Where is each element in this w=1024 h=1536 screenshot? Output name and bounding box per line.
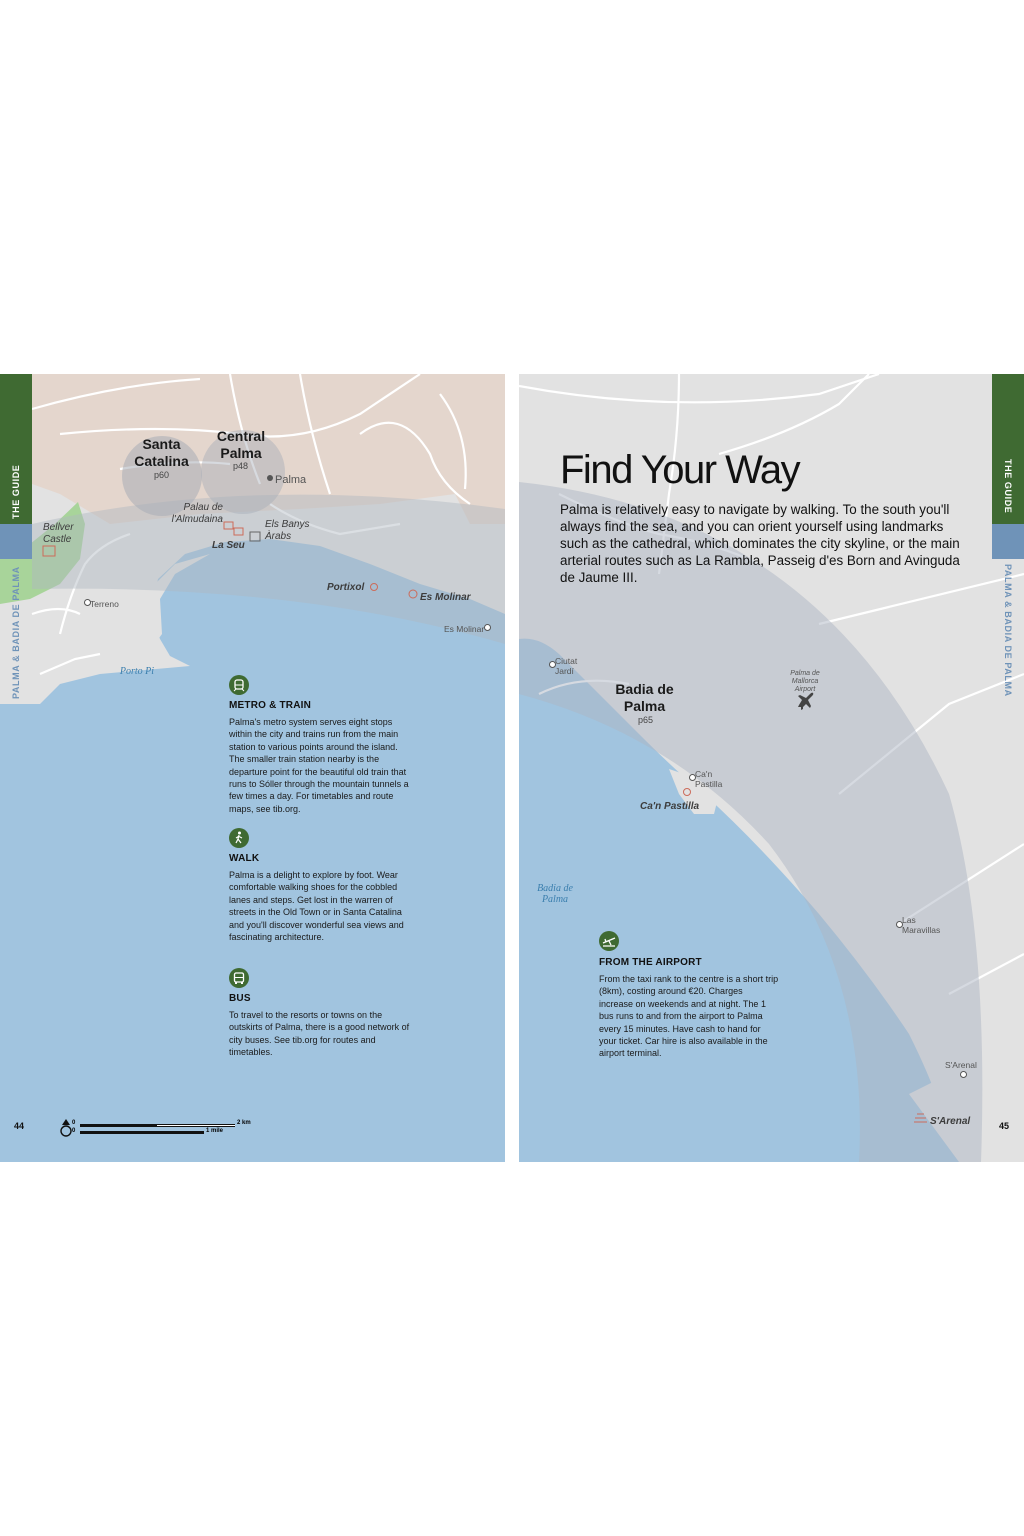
area-badia-de-palma[interactable]: Badia de Palma (615, 681, 674, 714)
bus-icon (229, 968, 249, 988)
section-tab[interactable] (0, 524, 32, 559)
place-es-molinar: Es Molinar (420, 592, 471, 603)
walk-title: WALK (229, 853, 260, 864)
place-portixol: Portixol (327, 582, 365, 593)
place-airport: Palma de Mallorca Airport (790, 670, 820, 693)
es-molinar-marker (484, 624, 491, 631)
water-porto-pi: Porto Pi (119, 666, 155, 677)
bus-title: BUS (229, 993, 251, 1004)
book-spread (0, 374, 1024, 1162)
right-page (519, 374, 1024, 1162)
scale-bar-km-half (157, 1124, 235, 1127)
metro-train-title: METRO & TRAIN (229, 700, 312, 711)
metro-train-body: Palma's metro system serves eight stops within the city and trains run from the main station to various points around the island. The smaller train station nearby is the departure point for the beautiful old train that runs to Sóller through the mountain tunnels a few times a day. For timetables and route maps, see tib.org. (229, 717, 409, 814)
scale-km-label: 2 km (237, 1120, 251, 1126)
area-central-palma-page: p48 (232, 461, 249, 471)
guide-tab-label: THE GUIDE (11, 464, 21, 519)
place-ciutat-jardi: Ciutat Jardí (555, 656, 578, 676)
section-tab-right-label: PALMA & BADIA DE PALMA (1003, 564, 1013, 697)
airport-body: From the taxi rank to the centre is a short trip (8km), costing around €20. Charges increase on weekends and at night. The 1 bus runs to and from the airport to Palma every 15 minutes. Have cash to hand for your ticket. Car hire is also available in the airport terminal. (599, 974, 779, 1059)
place-la-seu: La Seu (212, 540, 245, 551)
place-can-pastilla: Ca'n Pastilla (640, 801, 700, 812)
place-sarenal-small: S'Arenal (945, 1060, 977, 1070)
place-can-pastilla-small: Ca'n Pastilla (695, 769, 723, 789)
section-tab-right[interactable] (992, 524, 1024, 559)
water-badia-de-palma: Badia de Palma (537, 883, 573, 905)
place-palma: Palma (275, 474, 307, 486)
scale-mi-label: 1 mile (206, 1128, 224, 1134)
page-number-right: 45 (999, 1121, 1010, 1131)
area-santa-catalina[interactable]: Santa Catalina (134, 436, 189, 469)
guide-tab-right-label: THE GUIDE (1003, 459, 1013, 514)
plane-icon (599, 931, 619, 951)
area-badia-de-palma-page: p65 (637, 715, 654, 725)
area-central-palma[interactable]: Central Palma (216, 428, 266, 461)
bus-body: To travel to the resorts or towns on the outskirts of Palma, there is a good network of city buses. See tib.org for routes and timetables. (229, 1010, 410, 1058)
section-tab-label: PALMA & BADIA DE PALMA (11, 566, 21, 699)
place-palau: Palau de l'Almudaina (171, 502, 223, 525)
page-number-left: 44 (14, 1121, 25, 1131)
place-las-maravillas: Las Maravillas (902, 915, 941, 935)
train-icon (229, 675, 249, 695)
walk-icon (229, 828, 249, 848)
intro-text: Palma is relatively easy to navigate by walking. To the south you'll always find the sea, and you can orient yourself using landmarks such as the cathedral, which dominates the city skyline, or the main arterial routes such as La Rambla, Passeig d'es Born and Avinguda de Jaume III. (560, 502, 960, 585)
place-bellver: Bellver Castle (43, 522, 74, 545)
place-es-molinar-small: Es Molinar (444, 624, 485, 634)
scale-zero-km: 0 (72, 1120, 76, 1126)
scale-zero-mi: 0 (72, 1128, 76, 1134)
scale-bar-mi (80, 1131, 204, 1134)
sarenal-marker (960, 1071, 967, 1078)
page-title: Find Your Way (560, 448, 800, 492)
place-els-banys: Els Banys Àrabs (265, 519, 310, 542)
left-page (0, 374, 505, 1162)
place-terreno: Terreno (90, 599, 119, 609)
airport-title: FROM THE AIRPORT (599, 957, 702, 968)
area-santa-catalina-page: p60 (153, 470, 170, 480)
place-sarenal: S'Arenal (930, 1116, 971, 1127)
walk-body: Palma is a delight to explore by foot. Wear comfortable walking shoes for the cobbled lanes and steps. Get lost in the warren of streets in the Old Town or in Santa Catalina and you'll discover wonderful sea views and fascinating architecture. (229, 870, 404, 943)
